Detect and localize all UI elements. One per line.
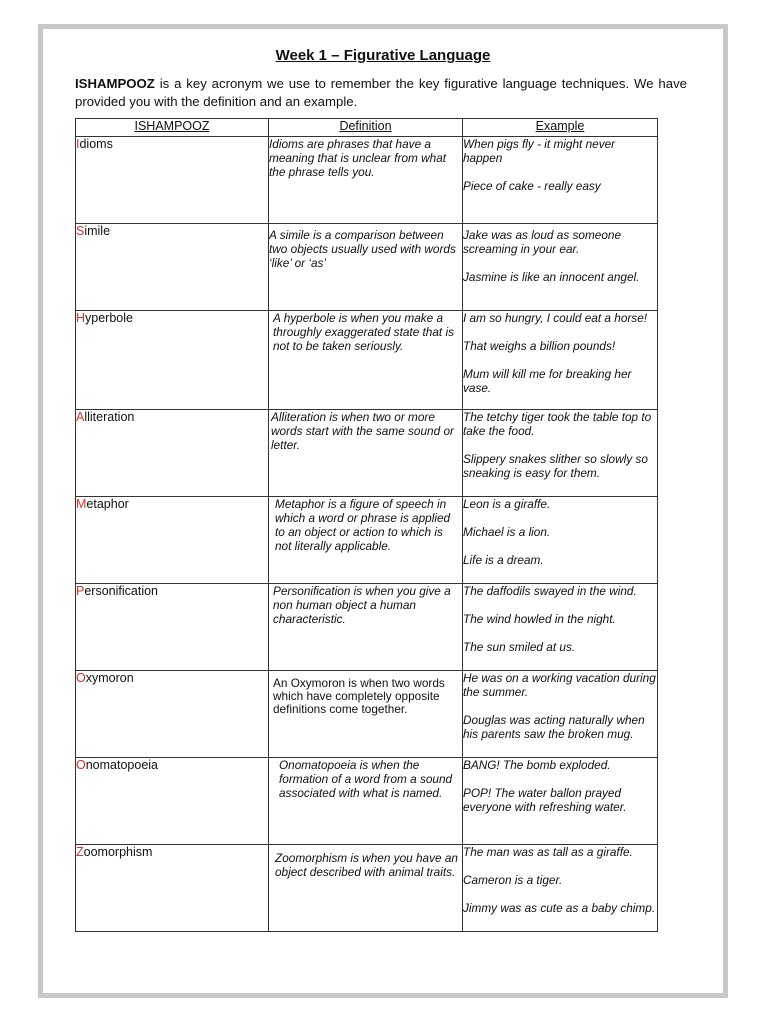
term-rest: dioms (79, 137, 113, 151)
term-initial: H (76, 311, 86, 325)
table-row (76, 410, 658, 497)
example-text: The man was as tall as a giraffe. (463, 845, 633, 859)
table-row (76, 584, 658, 671)
term-initial: O (76, 758, 86, 772)
example-text: The sun smiled at us. (463, 640, 576, 654)
example-text: Douglas was acting naturally when his parents saw the broken mug. (463, 713, 645, 741)
term-initial: Z (76, 845, 84, 859)
term-rest: lliteration (84, 410, 135, 424)
definition-cell: Personification is when you give a non human object a human characteristic. (269, 584, 463, 671)
definition-cell: Alliteration is when two or more words start with the same sound or letter. (269, 410, 463, 497)
intro-acronym: ISHAMPOOZ (75, 76, 155, 91)
example-cell (463, 410, 658, 497)
definition-cell: Onomatopoeia is when the formation of a word from a sound associated with what is named. (269, 758, 463, 845)
table-row (76, 137, 658, 224)
example-text: The wind howled in the night. (463, 612, 616, 626)
definition-cell: An Oxymoron is when two words which have completely opposite definitions come together. (269, 671, 463, 758)
example-text: Leon is a giraffe. (463, 497, 551, 511)
term-rest: xymoron (85, 671, 134, 685)
term-cell (76, 224, 269, 311)
term-cell (76, 410, 269, 497)
example-text: I am so hungry, I could eat a horse! (463, 311, 648, 325)
table-row (76, 497, 658, 584)
term-initial: M (76, 497, 87, 511)
example-cell (463, 845, 658, 932)
example-text: Michael is a lion. (463, 525, 551, 539)
example-cell (463, 584, 658, 671)
term-cell (76, 497, 269, 584)
table-row (76, 671, 658, 758)
example-text: Jasmine is like an innocent angel. (463, 270, 640, 284)
example-text: Life is a dream. (463, 553, 544, 567)
page-title: Week 1 – Figurative Language (275, 47, 491, 64)
term-cell (76, 758, 269, 845)
definition-cell: A hyperbole is when you make a throughly exaggerated state that is not to be taken seriously. (269, 311, 463, 410)
example-text: Mum will kill me for breaking her vase. (463, 367, 632, 395)
term-cell (76, 137, 269, 224)
example-text: Piece of cake - really easy (463, 179, 601, 193)
definition-cell: Idioms are phrases that have a meaning that is unclear from what the phrase tells you. (269, 137, 463, 224)
example-text: Jimmy was as cute as a baby chimp. (463, 901, 656, 915)
table-row (76, 224, 658, 311)
header-ishampooz: ISHAMPOOZ (76, 119, 269, 137)
term-initial: S (76, 224, 85, 238)
term-cell (76, 584, 269, 671)
table-row (76, 845, 658, 932)
table-header-row (76, 119, 658, 137)
example-cell (463, 137, 658, 224)
example-text: Cameron is a tiger. (463, 873, 563, 887)
definition-cell: Metaphor is a figure of speech in which a word or phrase is applied to an object or action to which is not literally applicable. (269, 497, 463, 584)
example-text: When pigs fly - it might never happen (463, 137, 616, 165)
example-cell (463, 311, 658, 410)
term-cell (76, 311, 269, 410)
term-initial: A (76, 410, 85, 424)
example-cell (463, 758, 658, 845)
example-text: Jake was as loud as someone screaming in your ear. (463, 228, 622, 256)
example-cell (463, 497, 658, 584)
intro-paragraph (75, 75, 687, 111)
term-rest: etaphor (86, 497, 129, 511)
example-cell (463, 224, 658, 311)
definition-cell: Zoomorphism is when you have an object described with animal traits. (269, 845, 463, 932)
definition-cell: A simile is a comparison between two objects usually used with words ‘like’ or ‘as’ (269, 224, 463, 311)
term-cell (76, 845, 269, 932)
example-text: He was on a working vacation during the summer. (463, 671, 656, 699)
term-cell (76, 671, 269, 758)
header-example: Example (463, 119, 658, 137)
example-text: Slippery snakes slither so slowly so sneaking is easy for them. (463, 452, 648, 480)
example-text: POP! The water ballon prayed everyone with refreshing water. (463, 786, 627, 814)
table-row (76, 758, 658, 845)
term-rest: imile (84, 224, 111, 238)
example-text: That weighs a billion pounds! (463, 339, 616, 353)
term-rest: ersonification (84, 584, 158, 598)
term-initial: O (76, 671, 86, 685)
term-rest: nomatopoeia (85, 758, 159, 772)
figurative-language-table (75, 118, 658, 932)
term-initial: I (76, 137, 80, 151)
table-row (76, 311, 658, 410)
document-page (38, 24, 728, 998)
example-text: The tetchy tiger took the table top to take the food. (463, 410, 652, 438)
example-text: BANG! The bomb exploded. (463, 758, 611, 772)
example-cell (463, 671, 658, 758)
term-rest: oomorphism (83, 845, 153, 859)
example-text: The daffodils swayed in the wind. (463, 584, 637, 598)
header-definition: Definition (269, 119, 463, 137)
term-initial: P (76, 584, 85, 598)
intro-text: is a key acronym we use to remember the key figurative language techniques. We have provided you with the definition and an example. (75, 76, 687, 109)
term-rest: yperbole (85, 311, 133, 325)
